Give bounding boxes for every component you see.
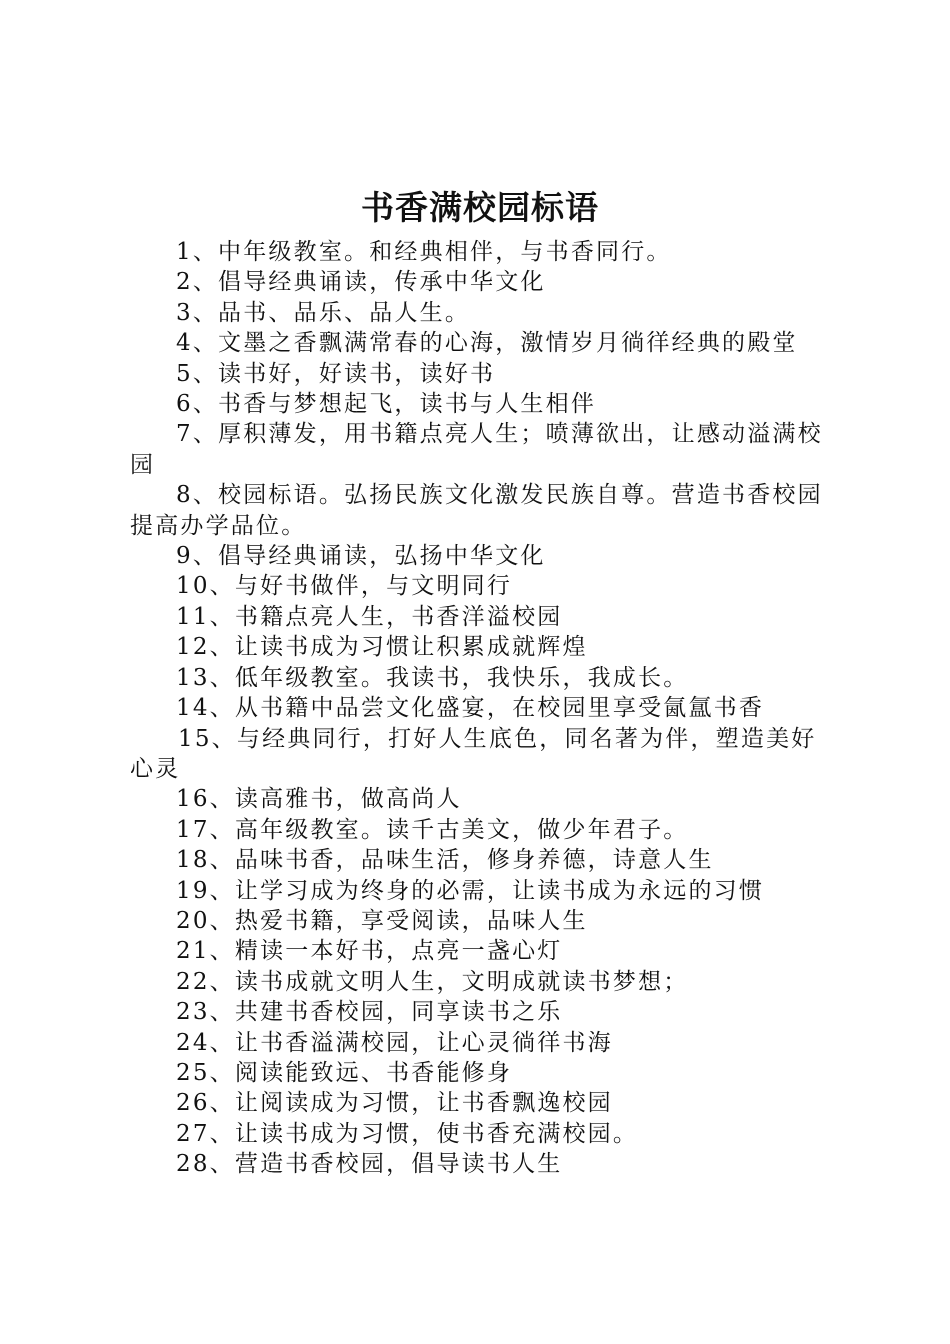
slogan-item: 27、让读书成为习惯，使书香充满校园。 [176,1120,639,1147]
slogan-item: 12、让读书成为习惯让积累成就辉煌 [176,634,588,661]
slogan-item: 26、让阅读成为习惯，让书香飘逸校园 [176,1090,613,1117]
slogan-list [130,237,830,1180]
slogan-item: 17、高年级教室。读千古美文，做少年君子。 [176,816,689,843]
slogan-item: 14、从书籍中品尝文化盛宴，在校园里享受氤氲书香 [176,695,765,722]
document-title: 书香满校园标语 [361,188,599,227]
slogan-item: 5、读书好，好读书，读好书 [176,360,496,387]
slogan-item: 1、中年级教室。和经典相伴，与书香同行。 [176,239,672,265]
slogan-item: 24、让书香溢满校园，让心灵徜徉书海 [176,1029,613,1056]
slogan-item: 20、热爱书籍，享受阅读，品味人生 [176,907,588,934]
slogan-item: 9、倡导经典诵读，弘扬中华文化 [176,543,546,570]
slogan-item: 18、品味书香，品味生活，修身养德，诗意人生 [176,847,714,874]
slogan-item: 25、阅读能致远、书香能修身 [176,1059,513,1086]
slogan-item: 28、营造书香校园，倡导读书人生 [176,1151,563,1178]
slogan-item: 21、精读一本好书，点亮一盏心灯 [176,938,563,965]
slogan-item: 13、低年级教室。我读书，我快乐，我成长。 [176,664,689,691]
slogan-item: 11、书籍点亮人生，书香洋溢校园 [176,603,563,630]
slogan-item: 19、让学习成为终身的必需，让读书成为永远的习惯 [176,877,765,904]
slogan-item: 15、与经典同行，打好人生底色，同名著为伴，塑造美好心灵 [130,725,817,782]
slogan-item: 6、书香与梦想起飞，读书与人生相伴 [176,391,597,418]
slogan-item: 23、共建书香校园，同享读书之乐 [176,999,563,1026]
slogan-item: 3、品书、品乐、品人生。 [176,299,471,326]
slogan-item: 10、与好书做伴，与文明同行 [176,573,513,600]
slogan-item: 4、文墨之香飘满常春的心海，激情岁月徜徉经典的殿堂 [176,330,798,357]
slogan-item: 8、校园标语。弘扬民族文化激发民族自尊。营造书香校园提高办学品位。 [130,482,823,539]
slogan-item: 22、读书成就文明人生，文明成就读书梦想； [176,968,689,995]
slogan-item: 16、读高雅书，做高尚人 [176,786,462,813]
slogan-item: 7、厚积薄发，用书籍点亮人生；喷薄欲出，让感动溢满校园 [130,421,823,478]
slogan-item: 2、倡导经典诵读，传承中华文化 [176,269,546,296]
